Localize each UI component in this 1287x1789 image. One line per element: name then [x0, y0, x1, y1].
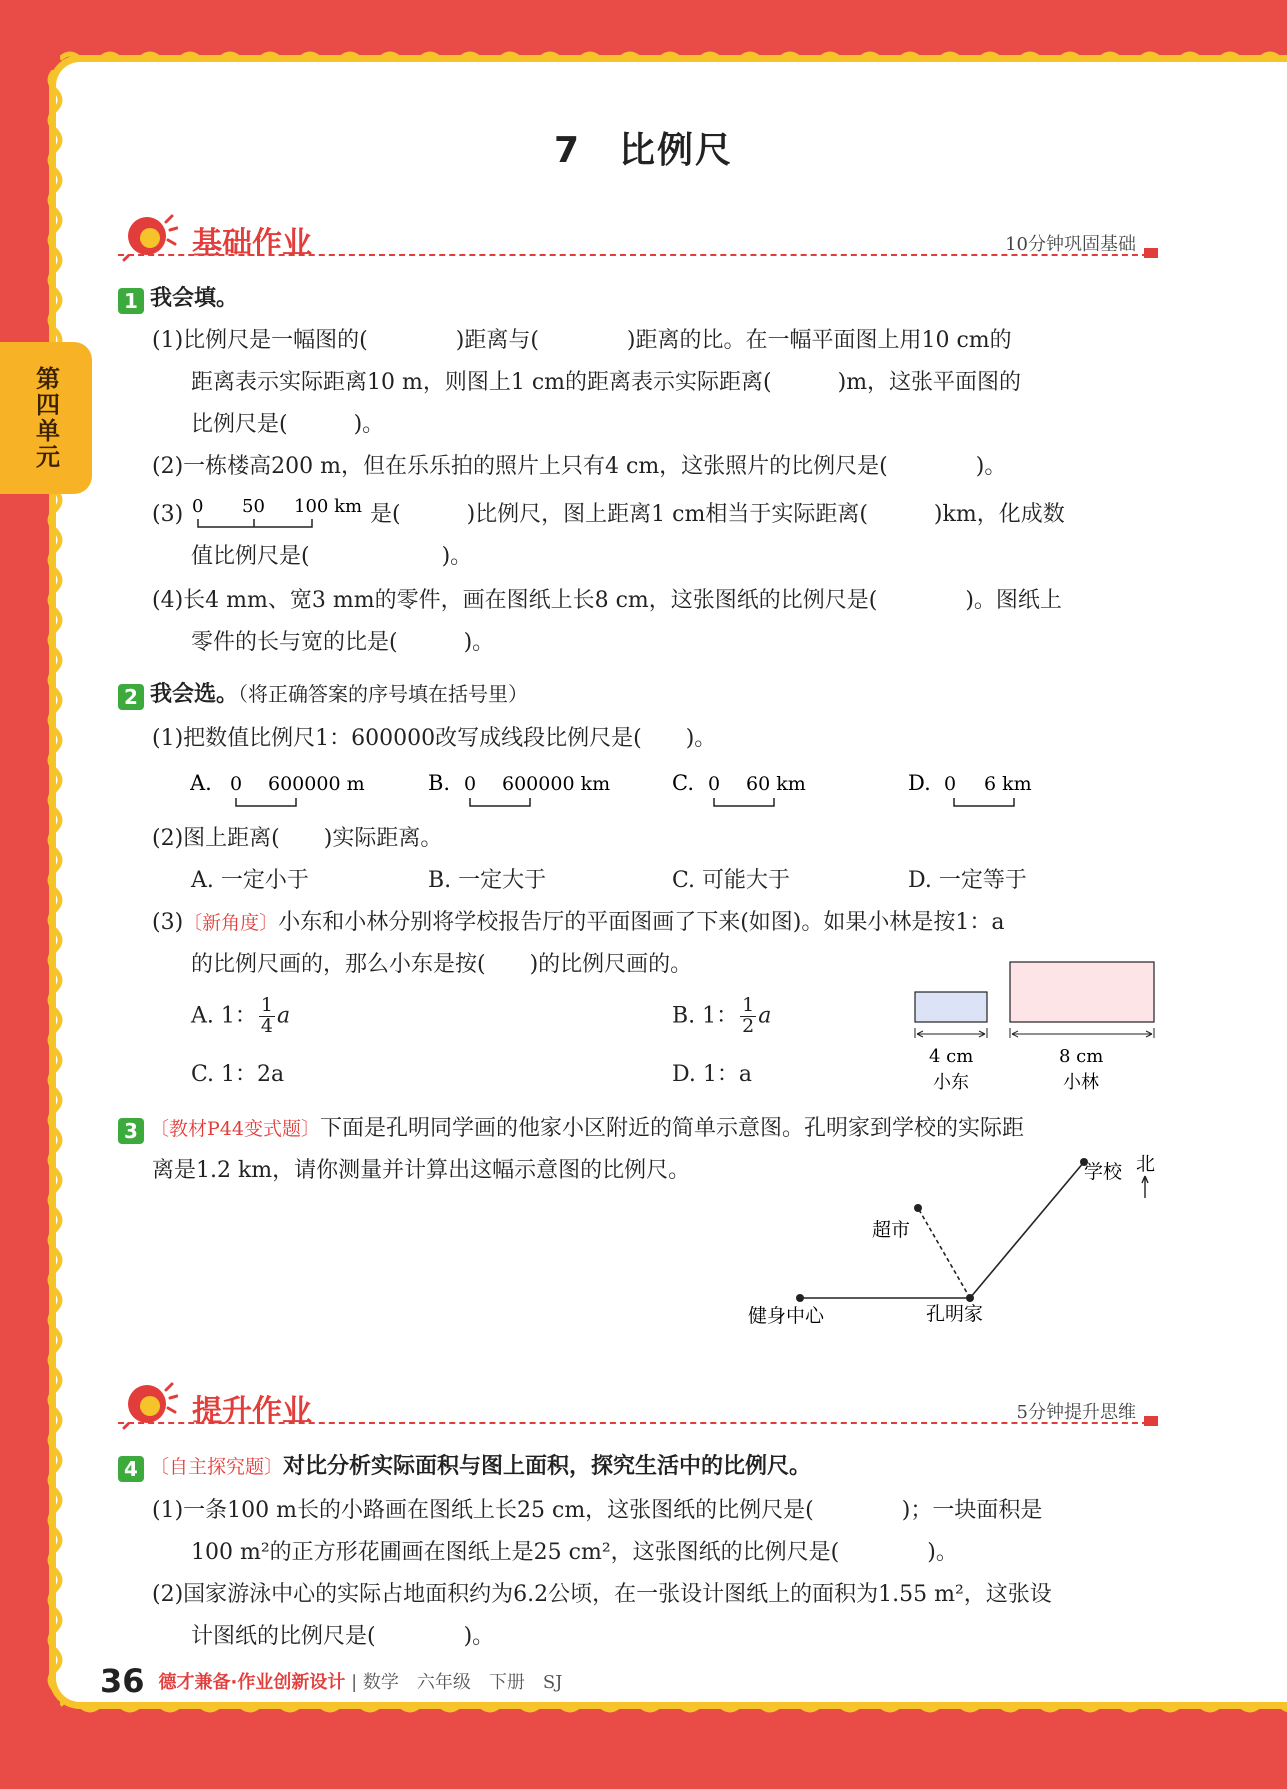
- question-line: [152, 910, 1004, 936]
- option-text: B. 1：: [672, 1003, 739, 1029]
- wavy-border-left: [44, 70, 66, 1700]
- school-label: 学校: [1084, 1161, 1123, 1183]
- scale-options: [190, 768, 1190, 818]
- question-1-header: [118, 286, 238, 314]
- question-line: 计图纸的比例尺是( )。: [191, 1624, 495, 1649]
- question-line: (2)国家游泳中心的实际占地面积约为6.2公顷，在一张设计图纸上的面积为1.55 m²，这张设: [152, 1582, 1052, 1607]
- question-line: (1)比例尺是一幅图的( )距离与( )距离的比。在一幅平面图上用10 cm的: [152, 328, 1012, 353]
- section-title: 提升作业: [192, 1394, 312, 1429]
- section-divider: [118, 1422, 1158, 1426]
- question-tag: 〔自主探究题〕: [150, 1456, 284, 1478]
- neighborhood-map: [740, 1150, 1160, 1336]
- question-line: 100 m²的正方形花圃画在图纸上是25 cm²，这张图纸的比例尺是( )。: [191, 1540, 958, 1565]
- option-letter: D.: [908, 771, 931, 795]
- question-number: 2: [118, 684, 144, 710]
- option-b: [428, 771, 610, 806]
- choice-option: D. 一定等于: [908, 868, 1027, 893]
- scale-label: 60 km: [746, 773, 806, 795]
- option-c: [672, 771, 806, 806]
- option-text: A. 1：: [191, 1003, 257, 1029]
- supermarket-label: 超市: [872, 1219, 911, 1241]
- choice-option: A. 一定小于: [191, 868, 309, 893]
- fraction-denominator: 4: [260, 1014, 273, 1037]
- question-text: 小东和小林分别将学校报告厅的平面图画了下来(如图)。如果小林是按1：a: [278, 910, 1005, 935]
- small-plan-rect: [915, 992, 987, 1022]
- question-number: 1: [118, 288, 144, 314]
- dimension-label: 8 cm: [1059, 1046, 1104, 1067]
- line-scale-figure: [192, 495, 362, 533]
- question-line: 距离表示实际距离10 m，则图上1 cm的距离表示实际距离( )m，这张平面图的: [191, 370, 1022, 395]
- plan-owner-label: 小东: [933, 1072, 969, 1093]
- question-line: (4)长4 mm、宽3 mm的零件，画在图纸上长8 cm，这张图纸的比例尺是( )。图纸上: [152, 588, 1062, 613]
- question-tag: 〔新角度〕: [183, 912, 279, 934]
- section-divider: [118, 254, 1158, 258]
- question-2-header: [118, 682, 528, 710]
- question-line: 离是1.2 km，请你测量并计算出这幅示意图的比例尺。: [152, 1158, 691, 1183]
- question-line: (2)图上距离( )实际距离。: [152, 826, 443, 851]
- question-text: 下面是孔明同学画的他家小区附近的简单示意图。孔明家到学校的实际距: [319, 1116, 1024, 1141]
- section-time-note: 5分钟提升思维: [1016, 1402, 1136, 1423]
- section-header-advanced: [118, 1378, 1158, 1438]
- option-d: [908, 771, 1032, 806]
- question-line: 值比例尺是( )。: [191, 544, 473, 569]
- home-point: [966, 1294, 974, 1302]
- page-footer: [100, 1662, 562, 1700]
- question-line: 零件的长与宽的比是( )。: [191, 630, 495, 655]
- scale-label: 600000 m: [268, 773, 365, 795]
- fraction: [740, 996, 756, 1037]
- question-line: 是( )比例尺，图上距离1 cm相当于实际距离( )km，化成数: [370, 502, 1065, 527]
- question-number: 3: [118, 1118, 144, 1144]
- section-header-basic: [118, 210, 1158, 270]
- scale-label: 6 km: [984, 773, 1032, 795]
- question-3-header: [118, 1116, 1024, 1144]
- question-line: (2)一栋楼高200 m，但在乐乐拍的照片上只有4 cm，这张照片的比例尺是( )。: [152, 454, 1007, 479]
- fraction-numerator: 1: [742, 994, 755, 1016]
- gym-label: 健身中心: [748, 1305, 825, 1327]
- variable: a: [758, 1003, 772, 1029]
- question-title: 我会选。: [150, 682, 239, 707]
- choice-option: [672, 996, 771, 1037]
- scale-label: 0: [464, 773, 477, 795]
- question-title: 我会填。: [150, 286, 239, 311]
- supermarket-point: [914, 1204, 922, 1212]
- scale-label: 0: [230, 773, 243, 795]
- plan-owner-label: 小林: [1063, 1072, 1099, 1093]
- question-line: (1)一条100 m长的小路画在图纸上长25 cm，这张图纸的比例尺是( )；一块面积是: [152, 1498, 1043, 1523]
- variable: a: [276, 1003, 291, 1029]
- scale-label: 600000 km: [502, 773, 611, 795]
- unit-side-tab: [0, 342, 92, 494]
- scale-label: 0: [192, 496, 204, 517]
- section-time-note: 10分钟巩固基础: [1005, 234, 1136, 255]
- question-tag: 〔教材P44变式题〕: [150, 1118, 320, 1140]
- floor-plan-figure: [905, 958, 1165, 1098]
- divider-end-mark: [1144, 1416, 1158, 1426]
- gym-point: [796, 1294, 804, 1302]
- fraction: [259, 996, 275, 1037]
- dimension-label: 4 cm: [929, 1046, 974, 1067]
- north-label: 北: [1136, 1153, 1156, 1175]
- divider-end-mark: [1144, 248, 1158, 258]
- book-info: | 数学 六年级 下册 SJ: [351, 1672, 563, 1693]
- unit-label: 第四单元: [31, 366, 60, 470]
- question-title: 对比分析实际面积与图上面积，探究生活中的比例尺。: [283, 1454, 812, 1479]
- question-line: 比例尺是( )。: [191, 412, 385, 437]
- choice-option: D. 1：a: [672, 1062, 752, 1087]
- scale-label: 50: [242, 496, 265, 517]
- fraction-denominator: 2: [742, 1014, 755, 1037]
- page-title: 7 比例尺: [553, 130, 734, 171]
- question-line: (3): [152, 502, 184, 527]
- question-line: (1)把数值比例尺1：600000改写成线段比例尺是( )。: [152, 726, 717, 751]
- choice-option: C. 可能大于: [672, 868, 791, 893]
- question-number: 4: [118, 1456, 144, 1482]
- scale-label: 100 km: [294, 496, 362, 517]
- choice-option: [191, 996, 290, 1037]
- choice-option: C. 1：2a: [191, 1062, 285, 1087]
- part-number: (3): [152, 910, 184, 935]
- scale-label: 0: [944, 773, 957, 795]
- book-brand: 德才兼备·作业创新设计: [158, 1672, 346, 1693]
- option-letter: A.: [190, 771, 212, 795]
- north-arrow-icon: [1142, 1176, 1148, 1198]
- choice-option: B. 一定大于: [428, 868, 547, 893]
- question-line: 的比例尺画的，那么小东是按( )的比例尺画的。: [191, 952, 693, 977]
- large-plan-rect: [1010, 962, 1154, 1022]
- fraction-numerator: 1: [260, 994, 273, 1016]
- option-letter: B.: [428, 771, 451, 795]
- question-note: （将正确答案的序号填在括号里）: [238, 682, 529, 706]
- scale-label: 0: [708, 773, 721, 795]
- option-letter: C.: [672, 771, 694, 795]
- question-4-header: [118, 1454, 811, 1482]
- page-number: 36: [100, 1662, 145, 1700]
- option-a: [190, 771, 365, 806]
- home-label: 孔明家: [926, 1303, 984, 1325]
- section-title: 基础作业: [192, 226, 312, 261]
